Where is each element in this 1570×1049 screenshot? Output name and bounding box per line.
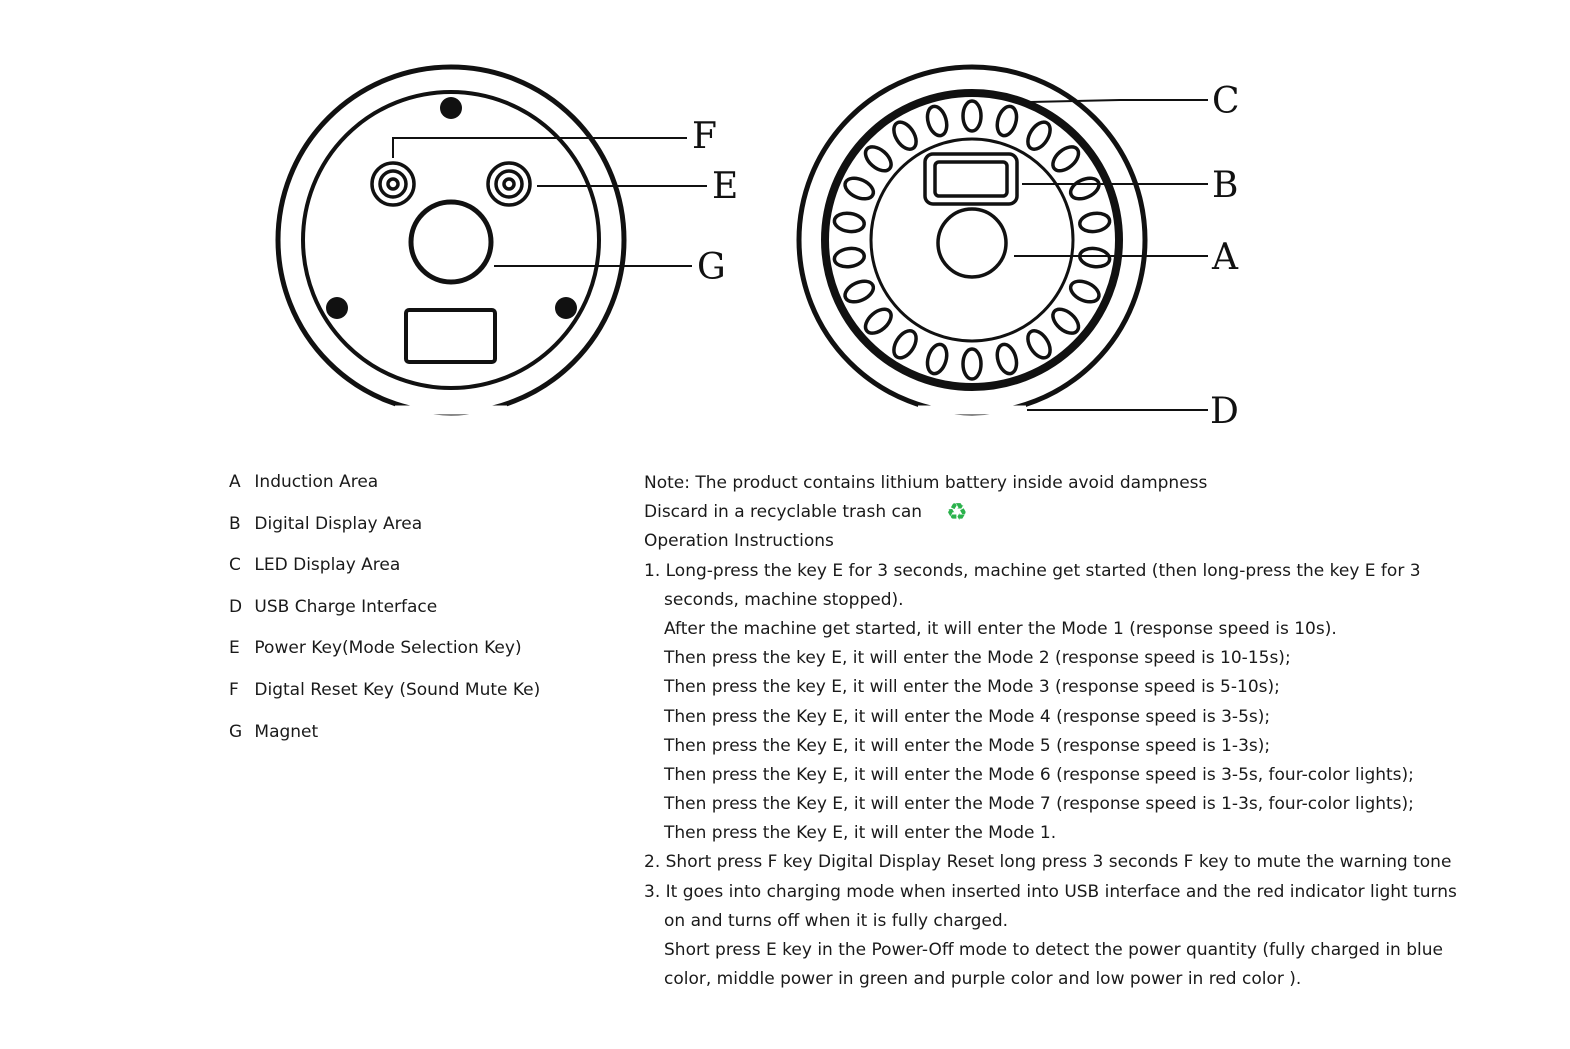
led-light [994,342,1020,376]
led-light [994,104,1020,138]
label-b: B [1212,165,1239,206]
instruction-line: color, middle power in green and purple color and low power in red color ). [664,969,1302,990]
instructions [644,469,1457,994]
legend-item-c: C LED Display Area [229,555,401,576]
led-light [1023,118,1054,153]
led-light [833,247,865,269]
operation-heading: Operation Instructions [644,531,834,552]
legend-item-g: G Magnet [229,721,319,742]
label-f: F [692,116,717,157]
instruction-line: seconds, machine stopped). [664,589,904,610]
led-light [963,349,981,379]
led-light [889,327,920,362]
label-c: C [1212,81,1240,122]
legend-item-d: D USB Charge Interface [229,596,438,617]
led-light [842,277,877,306]
instruction-line: After the machine get started, it will enter the Mode 1 (response speed is 10s). [664,618,1337,639]
label-e: E [712,166,739,207]
discard-note: Discard in a recyclable trash can ♻ [644,498,968,527]
led-light [1079,211,1111,233]
screw-right [555,297,577,319]
led-light [924,342,950,376]
led-light [1048,305,1082,338]
reset-key-f [372,163,414,205]
led-light [1079,247,1111,269]
magnet-g [411,202,491,282]
power-key-e [488,163,530,205]
instruction-line: Then press the Key E, it will enter the Mode 7 (response speed is 1-3s, four-color lights); [664,794,1414,815]
instruction-line: Then press the Key E, it will enter the Mode 5 (response speed is 1-3s); [664,735,1271,756]
led-light [1067,277,1102,306]
led-light [833,211,865,233]
parts-legend [229,470,609,761]
led-light [1048,142,1082,175]
led-light [1067,174,1102,203]
screw-top [440,97,462,119]
instruction-line: 1. Long-press the key E for 3 seconds, machine get started (then long-press the key E for 3 [644,560,1421,581]
led-light [842,174,877,203]
digital-display-b [925,154,1017,204]
instruction-line: Then press the Key E, it will enter the Mode 1. [664,823,1057,844]
led-light [963,101,981,131]
led-light [861,142,895,175]
battery-note: Note: The product contains lithium battery inside avoid dampness [644,473,1208,493]
instruction-line: Then press the Key E, it will enter the Mode 4 (response speed is 3-5s); [664,706,1271,727]
legend-item-a: A Induction Area [229,472,379,492]
led-light [889,118,920,153]
device-back-view [278,67,707,413]
led-ring [833,101,1111,379]
recycle-icon: ♻ [946,498,968,527]
instruction-line: 3. It goes into charging mode when inserted into USB interface and the red indicator light turns [644,881,1457,902]
instruction-line: Then press the Key E, it will enter the Mode 6 (response speed is 3-5s, four-color lights); [664,764,1414,785]
label-d: D [1210,391,1239,432]
legend-item-f: F Digtal Reset Key (Sound Mute Ke) [229,679,541,700]
back-rectangle [406,310,495,362]
instruction-line: Then press the key E, it will enter the Mode 3 (response speed is 5-10s); [664,677,1280,698]
label-a: A [1212,237,1238,278]
instruction-line: Short press E key in the Power-Off mode to detect the power quantity (fully charged in blue [664,940,1443,960]
instruction-line: 2. Short press F key Digital Display Reset long press 3 seconds F key to mute the warning tone [644,852,1452,873]
induction-area-a [938,209,1006,277]
led-light [1023,327,1054,362]
instruction-line: on and turns off when it is fully charged. [664,910,1009,931]
screw-left [326,297,348,319]
label-g: G [697,247,726,288]
device-front-view [799,67,1208,413]
led-light [861,305,895,338]
device-diagram [0,0,1570,440]
led-light [924,104,950,138]
legend-item-e: E Power Key(Mode Selection Key) [229,638,522,659]
instruction-line: Then press the key E, it will enter the Mode 2 (response speed is 10-15s); [664,648,1291,669]
legend-item-b: B Digital Display Area [229,513,423,534]
